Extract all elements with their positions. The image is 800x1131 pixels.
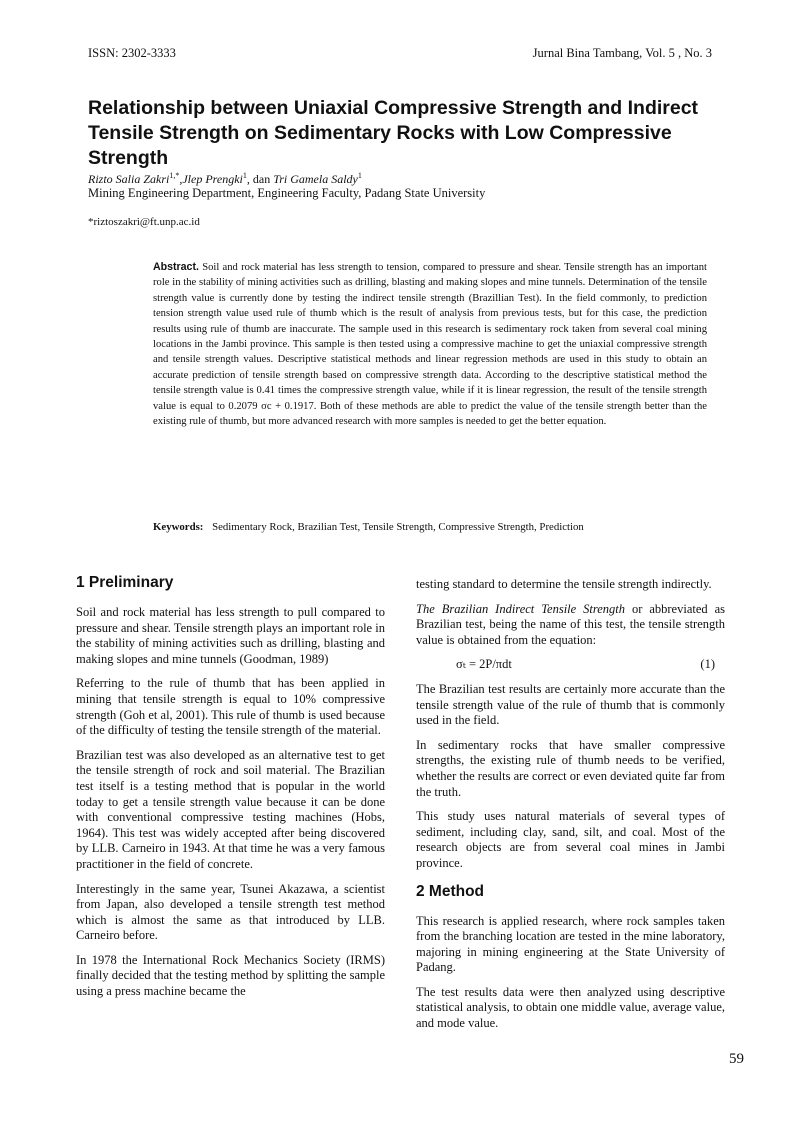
paragraph: testing standard to determine the tensile strength indirectly. [416, 577, 712, 591]
paragraph: This research is applied research, where rock samples taken from the branching location are tested in the mine laboratory, majoring in mining engineering at the State University of Padang. [416, 913, 725, 975]
paragraph: In 1978 the International Rock Mechanics Society (IRMS) finally decided that the testing method by splitting the sample using a press machine became the [76, 952, 385, 999]
paragraph: Referring to the rule of thumb that has been applied in mining that tensile strength is equal to 10% compressive strength (Goh et al, 2001). This rule of thumb is used because of the difficulty of testing the tensile strength of the material. [76, 676, 385, 738]
author-name: Rizto Salia Zakri [88, 172, 170, 186]
author-separator: , [179, 172, 183, 186]
abstract-label: Abstract. [153, 261, 199, 273]
paragraph-text: or abbreviated as Brazilian test, being the name of this test, the tensile strength value is obtained from the equation: [416, 601, 725, 647]
paper-title: Relationship between Uniaxial Compressive Strength and Indirect Tensile Strength on Sedimentary Rocks with Low Compressive Strength [88, 97, 699, 169]
left-column [76, 573, 385, 1009]
abstract-text: Soil and rock material has less strength to tension, compared to pressure and shear. Tensile strength has an important role in the stability of mining activities such as drilling, blasting and making slopes and mine tunnels. Determination of the tensile strength value is currently done by testing the indirect tensile strength (Brazillian Test). In the field commonly, to prediction tension strength value used rule of thumb which is the result of analysis from previous tests, but for this case, the prediction results using rule of thumb are inaccurate. The sample used in this research is sedimentary rock taken from several coal mining locations in the Jambi province. This sample is then tested using a compressive machine to get the uniaxial compressive strength and tensile strength values. Descriptive statistical methods and linear regression methods are used in this study to obtain an accurate prediction of tensile strength based on compressive strength data. According to the descriptive statistical method the tensile strength value is 0.41 times the compressive strength value, while if it is linear regression, the result of the tensile strength value is equal to 0.2079 σc + 0.1917. Both of these methods are able to predict the value of the tensile strength better than the existing rule of thumb, but more advanced research with more samples is needed to get the better equation. [153, 262, 707, 428]
right-column [416, 577, 725, 1041]
keywords [153, 521, 753, 533]
section-heading-preliminary: 1 Preliminary [76, 574, 174, 591]
author-separator: , dan [246, 172, 274, 186]
abstract [153, 260, 707, 429]
header-issn: ISSN: 2302-3333 [88, 46, 176, 60]
test-name-italic: The Brazilian Indirect Tensile Strength [416, 601, 626, 616]
author-name: Jlep Prengki [182, 172, 243, 186]
corresponding-email: *riztoszakri@ft.unp.ac.id [88, 216, 200, 228]
paragraph: Brazilian test was also developed as an alternative test to get the tensile strength of rock and soil material. The Brazilian test itself is a testing method that is popular in the world today to get a tensile strength value because it can be done with conventional compressive testing machines (Hobs, 1964). This test was widely accepted after being discovered by LLB. Carneiro in 1943. At that time he was a very famous practitioner in the field of concrete. [76, 747, 385, 871]
equation-number: (1) [700, 657, 715, 672]
affiliation: Mining Engineering Department, Engineering Faculty, Padang State University [88, 186, 486, 200]
keywords-text: Sedimentary Rock, Brazilian Test, Tensile Strength, Compressive Strength, Prediction [212, 521, 584, 533]
paragraph: This study uses natural materials of several types of sediment, including clay, sand, silt, and coal. Most of the research objects are from several coal mines in Jambi province. [416, 809, 725, 870]
paragraph: Interestingly in the same year, Tsunei Akazawa, a scientist from Japan, also developed a tensile strength test method which is almost the same as that introduced by LLB. Carneiro before. [76, 881, 385, 943]
equation-formula: σₜ = 2P/πdt [456, 657, 512, 672]
equation [416, 657, 725, 673]
author-affiliation-mark: 1 [357, 171, 362, 180]
section-heading-method: 2 Method [416, 882, 485, 900]
page-number: 59 [729, 1051, 744, 1067]
author-list [88, 171, 362, 187]
paragraph: Soil and rock material has less strength to pull compared to pressure and shear. Tensile strength plays an important role in the stability of mining activities such as drilling, blasting and making slopes and mine tunnels (Goodman, 1989) [76, 605, 385, 666]
paragraph [416, 602, 725, 649]
paragraph: The test results data were then analyzed using descriptive statistical analysis, to obtain one middle value, average value, and mode value. [416, 984, 725, 1031]
header-journal: Jurnal Bina Tambang, Vol. 5 , No. 3 [532, 46, 712, 60]
paragraph: In sedimentary rocks that have smaller compressive strengths, the existing rule of thumb needs to be verified, whether the results are correct or even deviated quite far from the truth. [416, 737, 725, 799]
author-name: Tri Gamela Saldy [273, 172, 358, 186]
author-affiliation-mark: 1 [242, 171, 247, 180]
author-affiliation-mark: 1,* [169, 171, 180, 180]
keywords-label: Keywords: [153, 521, 204, 533]
paragraph: The Brazilian test results are certainly more accurate than the tensile strength value of the rule of thumb that is commonly used in the field. [416, 681, 725, 728]
